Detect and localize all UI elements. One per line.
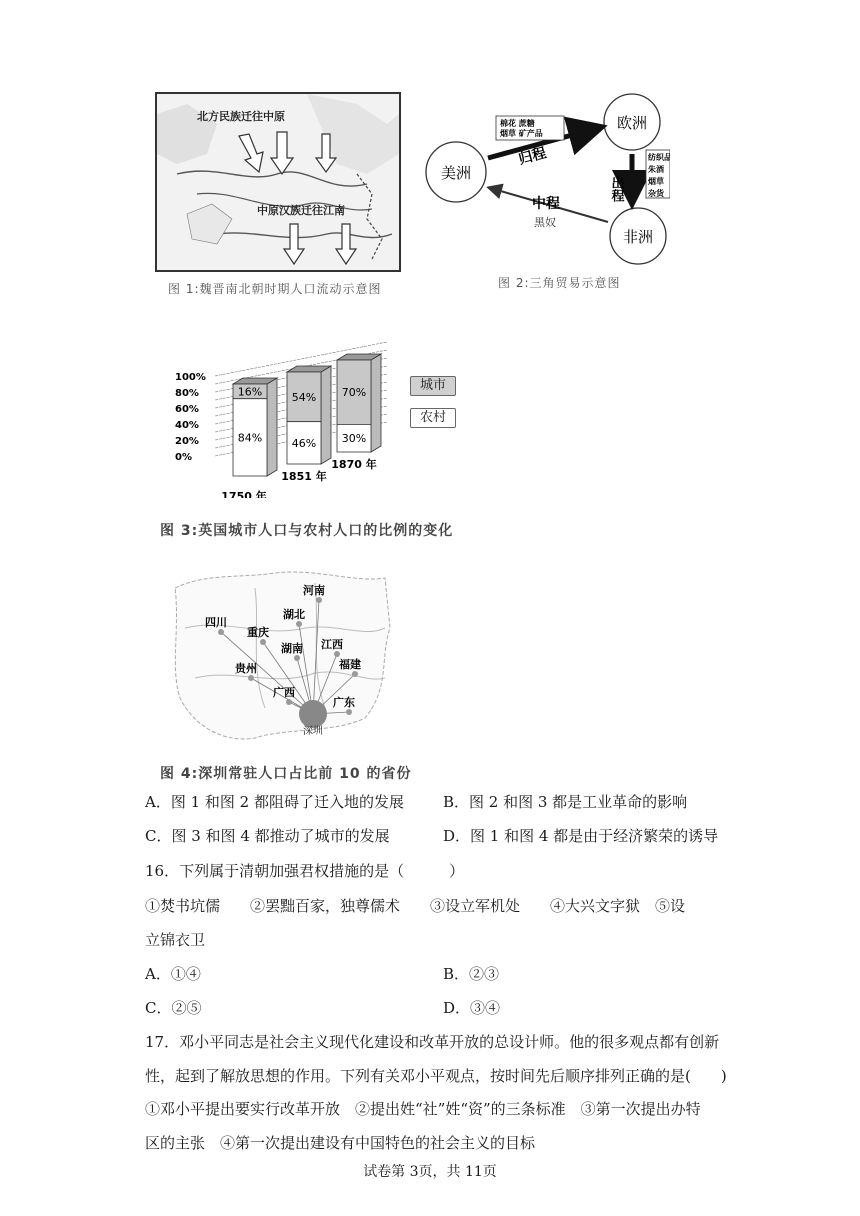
province-label: 重庆: [247, 626, 269, 639]
urban-value-label: 54%: [291, 390, 317, 404]
q17-line2: 性，起到了解放思想的作用。下列有关邓小平观点，按时间先后顺序排列正确的是( ): [145, 1067, 727, 1085]
province-dot: [352, 671, 358, 677]
province-label: 四川: [205, 616, 227, 629]
shenzhen-map-svg: [165, 568, 395, 753]
return-label: 归程: [516, 145, 549, 168]
rural-value-label: 84%: [237, 431, 263, 445]
province-label: 湖南: [281, 642, 303, 655]
province-label: 广西: [273, 686, 295, 699]
province-dot: [316, 597, 322, 603]
y-tick-label: 100%: [175, 372, 206, 383]
province-dot: [334, 651, 340, 657]
figure-3-caption: 图 3:英国城市人口与农村人口的比例的变化: [160, 523, 454, 539]
legend-rural: 农村: [410, 408, 456, 428]
middle-label: 中程: [532, 196, 560, 212]
province-label: 江西: [321, 638, 343, 651]
province-label: 河南: [303, 584, 325, 597]
q15-option-d: D．图 1 和图 4 都是由于经济繁荣的诱导: [443, 827, 719, 845]
figure-2-caption: 图 2:三角贸易示意图: [498, 276, 621, 290]
africa-label: 非洲: [622, 228, 654, 246]
province-label: 贵州: [235, 662, 257, 675]
page-footer: 试卷第 3页，共 11页: [363, 1164, 497, 1180]
q16-option-c: C．②⑤: [145, 999, 202, 1017]
figure-4-caption: 图 4:深圳常驻人口占比前 10 的省份: [160, 766, 412, 782]
q16-stem: 16．下列属于清朝加强君权措施的是（ ）: [145, 862, 465, 880]
y-tick-label: 40%: [175, 420, 199, 431]
q16-option-d: D．③④: [443, 999, 501, 1017]
bar-side: [321, 366, 331, 464]
figure-1-map: [155, 92, 401, 272]
x-category-label: 1870 年: [331, 458, 377, 471]
outbound-label: 出程: [608, 176, 624, 202]
legend-urban: 城市: [410, 376, 456, 396]
x-category-label: 1750 年: [221, 490, 267, 498]
goods-top-1: 棉花 蔗糖: [500, 119, 535, 128]
q16-option-b: B．②③: [443, 965, 500, 983]
q17-line4: 区的主张 ④第一次提出建设有中国特色的社会主义的目标: [145, 1134, 536, 1152]
figure-1-caption: 图 1:魏晋南北朝时期人口流动示意图: [168, 282, 382, 296]
shenzhen-circle: [299, 700, 327, 728]
triangle-trade-svg: [420, 92, 670, 272]
q16-items-line1: ①焚书坑儒 ②罢黜百家，独尊儒术 ③设立军机处 ④大兴文字狱 ⑤设: [145, 897, 686, 915]
goods-top-2: 烟草 矿产品: [500, 129, 543, 138]
province-dot: [218, 629, 224, 635]
province-dot: [346, 709, 352, 715]
fig1-north-label: 北方民族迁往中原: [197, 110, 285, 123]
province-dot: [286, 699, 292, 705]
y-tick-label: 20%: [175, 436, 199, 447]
goods-right-4: 杂货: [648, 189, 664, 198]
rural-value-label: 46%: [291, 436, 317, 450]
map-1-svg: [157, 94, 399, 270]
urban-value-label: 70%: [341, 386, 367, 400]
fig1-south-label: 中原汉族迁往江南: [257, 204, 345, 217]
province-dot: [248, 675, 254, 681]
province-label: 湖北: [283, 608, 305, 621]
province-label: 福建: [339, 658, 361, 671]
y-tick-label: 60%: [175, 404, 199, 415]
chart-y-ticks: [175, 372, 206, 463]
bar-side: [267, 378, 277, 476]
shenzhen-label: 深圳: [303, 726, 323, 737]
goods-right-2: 朱酒: [648, 165, 664, 174]
urban-value-label: 16%: [237, 385, 263, 399]
province-dot: [294, 655, 300, 661]
y-tick-label: 80%: [175, 388, 199, 399]
goods-right-3: 烟草: [648, 177, 664, 186]
slaves-label: 黑奴: [534, 216, 556, 229]
province-label: 广东: [333, 696, 355, 709]
america-label: 美洲: [440, 164, 472, 182]
province-dot: [296, 621, 302, 627]
q17-line3: ①邓小平提出要实行改革开放 ②提出姓“社”姓“资”的三条标准 ③第一次提出办特: [145, 1100, 701, 1118]
bar-side: [371, 354, 381, 452]
q15-option-b: B．图 2 和图 3 都是工业革命的影响: [443, 793, 688, 811]
figure-4-map: [165, 568, 395, 753]
x-category-label: 1851 年: [281, 470, 327, 483]
figure-2-diagram: [420, 92, 670, 272]
goods-right-1: 纺织品: [648, 153, 670, 162]
rural-value-label: 30%: [341, 432, 367, 446]
q16-option-a: A．①④: [145, 965, 201, 983]
q15-option-c: C．图 3 和图 4 都推动了城市的发展: [145, 827, 390, 845]
q15-option-a: A．图 1 和图 2 都阻碍了迁入地的发展: [145, 793, 404, 811]
q16-items-line2: 立锦衣卫: [145, 931, 206, 949]
europe-label: 欧洲: [616, 114, 648, 132]
province-dot: [260, 639, 266, 645]
q17-line1: 17．邓小平同志是社会主义现代化建设和改革开放的总设计师。他的很多观点都有创新: [145, 1033, 720, 1051]
y-tick-label: 0%: [175, 452, 192, 463]
